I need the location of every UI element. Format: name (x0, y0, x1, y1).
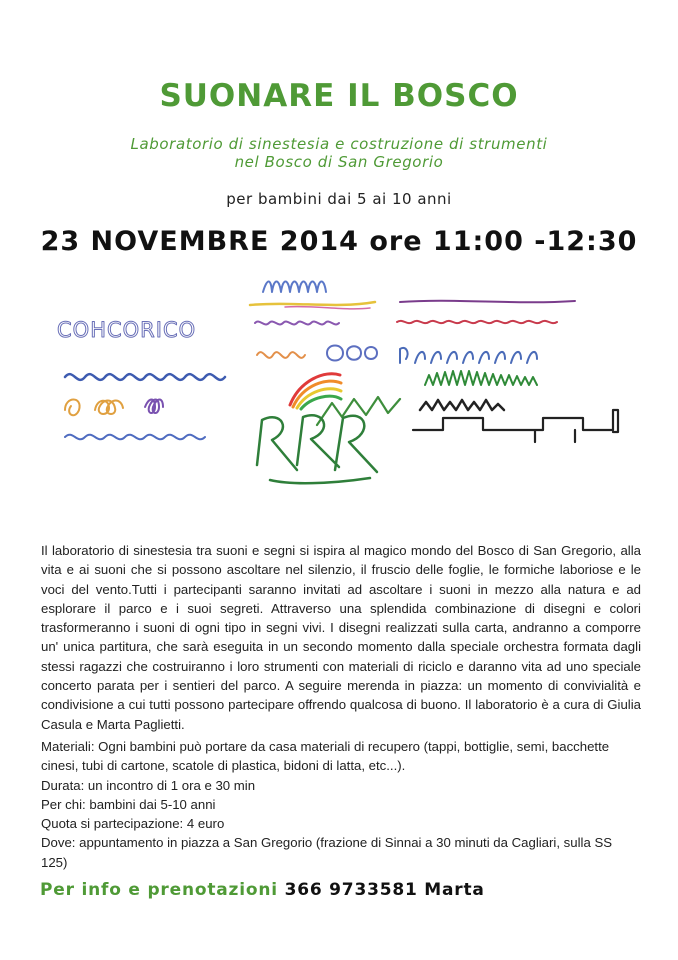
scribble-orange-loops (257, 352, 305, 358)
scribble-red-wave (397, 321, 557, 323)
fee-line: Quota si partecipazione: 4 euro (41, 816, 225, 832)
scribble-green-mountains (317, 397, 400, 425)
poster-title: SUONARE IL BOSCO (159, 78, 519, 114)
scribble-blue-circles (327, 346, 377, 361)
event-details (41, 737, 641, 872)
subtitle-line-2: nel Bosco di San Gregorio (234, 153, 444, 171)
scribble-black-zigzag (420, 400, 504, 410)
materials-line: Materiali: Ogni bambini può portare da casa materiali di recupero (tappi, bottiglie, semi, bacchette cinesi, tubi di cartone, scatole di plastica, bidoni di latta, etc...). (41, 739, 610, 774)
audience-detail-line: Per chi: bambini dai 5-10 anni (41, 796, 216, 812)
duration-line: Durata: un incontro di 1 ora e 30 min (41, 777, 256, 793)
children-sound-drawing (35, 265, 645, 530)
audience-line: per bambini dai 5 ai 10 anni (226, 190, 452, 208)
contact-footer (40, 880, 640, 900)
scribble-purple-wave (255, 322, 339, 325)
scribble-purple-loops (145, 400, 163, 414)
scribble-green-zigzag (425, 371, 537, 385)
scribble-yellow-line (250, 302, 375, 305)
contact-phone: 366 9733581 Marta (284, 880, 485, 900)
scribble-blue-wave (65, 374, 225, 380)
scribble-black-train (413, 410, 618, 442)
event-date-time: 23 NOVEMBRE 2014 ore 11:00 -12:30 (40, 226, 638, 257)
scribble-blue-hooks (400, 348, 537, 363)
scribble-blue-loops (263, 282, 326, 293)
scribble-purple-line (400, 301, 575, 303)
scribble-pink-line (285, 307, 370, 309)
drawing-word: COHCORICO (57, 318, 197, 342)
subtitle-line-1: Laboratorio di sinestesia e costruzione di strumenti (130, 135, 548, 153)
scribble-orange-curls (65, 400, 123, 416)
location-line: Dove: appuntamento in piazza a San Gregorio (frazione di Sinnai a 30 minuti da Cagliari, sulla SS 125) (41, 835, 613, 870)
contact-label: Per info e prenotazioni (40, 880, 278, 900)
description-paragraph: Il laboratorio di sinestesia tra suoni e segni si ispira al magico mondo del Bosco di San Gregorio, alla vita e ai suoni che si possono ascoltare nel silenzio, il fruscio delle foglie, le formiche laboriose e le voci del vento.Tutti i partecipanti saranno invitati ad ascoltare i suoni in mezzo alla natura e ad esplorare il parco e i suoi segreti. Attraverso una splendida combinazione di disegni e colori trasformeranno i suoni di ogni tipo in segni vivi. I disegni realizzati sulla carta, andranno a comporre un' unica partitura, che sarà eseguita in un secondo momento dalla speciale orchestra formata dagli stessi ragazzi che costruiranno i loro strumenti con materiali di riciclo e daranno vita ad uno speciale concerto parata per i sentieri del parco. A seguire merenda in piazza: un momento di convivialità e condivisione a cui tutti possono partecipare offrendo qualcosa di buono. Il laboratorio è a cura di Giulia Casula e Marta Paglietti. (41, 543, 641, 732)
scribble-blue-wave-2 (65, 435, 205, 440)
